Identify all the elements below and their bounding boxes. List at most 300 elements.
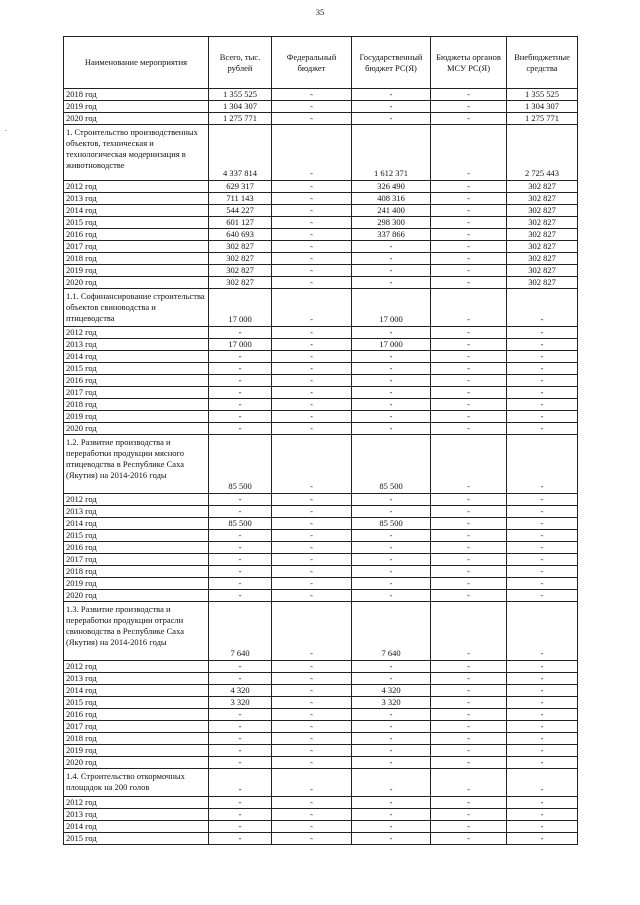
row-total: 3 320	[209, 697, 272, 709]
row-municipal: -	[431, 661, 507, 673]
row-total: 544 227	[209, 205, 272, 217]
row-state: -	[352, 578, 431, 590]
row-extrabudgetary: 302 827	[507, 241, 578, 253]
year-row	[64, 423, 578, 435]
row-extrabudgetary: -	[507, 757, 578, 769]
row-extrabudgetary: 1 275 771	[507, 113, 578, 125]
header-state-budget: Государственный бюджет РС(Я)	[352, 37, 431, 89]
row-municipal: -	[431, 241, 507, 253]
year-row	[64, 709, 578, 721]
header-municipal-budget: Бюджеты органов МСУ РС(Я)	[431, 37, 507, 89]
row-total: 302 827	[209, 265, 272, 277]
row-federal: -	[272, 530, 352, 542]
row-total: -	[209, 673, 272, 685]
row-total: -	[209, 351, 272, 363]
row-municipal: -	[431, 769, 507, 797]
row-extrabudgetary: -	[507, 733, 578, 745]
row-state: 85 500	[352, 435, 431, 494]
row-state: -	[352, 351, 431, 363]
row-extrabudgetary: -	[507, 685, 578, 697]
row-municipal: -	[431, 411, 507, 423]
row-state: -	[352, 277, 431, 289]
row-name: 2016 год	[64, 229, 209, 241]
section-row	[64, 289, 578, 327]
row-name: 2016 год	[64, 709, 209, 721]
row-state: -	[352, 673, 431, 685]
row-federal: -	[272, 181, 352, 193]
row-state: -	[352, 542, 431, 554]
year-row	[64, 506, 578, 518]
row-extrabudgetary: -	[507, 697, 578, 709]
row-extrabudgetary: -	[507, 375, 578, 387]
year-row	[64, 733, 578, 745]
row-state: -	[352, 821, 431, 833]
row-federal: -	[272, 833, 352, 845]
row-state: -	[352, 101, 431, 113]
row-federal: -	[272, 399, 352, 411]
row-name: 2019 год	[64, 101, 209, 113]
row-total: -	[209, 590, 272, 602]
row-extrabudgetary: -	[507, 797, 578, 809]
row-municipal: -	[431, 113, 507, 125]
row-extrabudgetary: 2 725 443	[507, 125, 578, 181]
row-name: 2012 год	[64, 181, 209, 193]
year-row	[64, 554, 578, 566]
table-header-row	[64, 37, 578, 89]
row-name: 1.2. Развитие производства и переработки продукции мясного птицеводства в Республике Саха (Якутия) на 2014-2016 годы	[64, 435, 209, 494]
row-municipal: -	[431, 193, 507, 205]
row-name: 1. Строительство производственных объектов, техническая и технологическая модернизация в животноводстве	[64, 125, 209, 181]
row-state: -	[352, 327, 431, 339]
row-municipal: -	[431, 375, 507, 387]
row-state: -	[352, 590, 431, 602]
row-municipal: -	[431, 327, 507, 339]
row-extrabudgetary: -	[507, 387, 578, 399]
year-row	[64, 265, 578, 277]
row-extrabudgetary: -	[507, 821, 578, 833]
row-name: 2013 год	[64, 673, 209, 685]
row-total: -	[209, 709, 272, 721]
row-total: 7 640	[209, 602, 272, 661]
row-total: 17 000	[209, 339, 272, 351]
row-state: -	[352, 423, 431, 435]
row-extrabudgetary: -	[507, 506, 578, 518]
row-total: -	[209, 578, 272, 590]
row-federal: -	[272, 375, 352, 387]
year-row	[64, 101, 578, 113]
row-name: 2015 год	[64, 363, 209, 375]
year-row	[64, 809, 578, 821]
row-total: -	[209, 721, 272, 733]
row-total: -	[209, 566, 272, 578]
row-federal: -	[272, 769, 352, 797]
row-extrabudgetary: 302 827	[507, 277, 578, 289]
row-total: -	[209, 506, 272, 518]
row-extrabudgetary: 302 827	[507, 229, 578, 241]
row-municipal: -	[431, 506, 507, 518]
row-name: 2017 год	[64, 554, 209, 566]
row-municipal: -	[431, 518, 507, 530]
row-total: -	[209, 387, 272, 399]
row-federal: -	[272, 387, 352, 399]
year-row	[64, 518, 578, 530]
row-extrabudgetary: 1 304 307	[507, 101, 578, 113]
row-total: -	[209, 327, 272, 339]
row-extrabudgetary: 302 827	[507, 265, 578, 277]
row-state: -	[352, 411, 431, 423]
year-row	[64, 566, 578, 578]
row-federal: -	[272, 809, 352, 821]
row-federal: -	[272, 602, 352, 661]
row-extrabudgetary: -	[507, 435, 578, 494]
year-row	[64, 542, 578, 554]
row-name: 2019 год	[64, 578, 209, 590]
row-federal: -	[272, 351, 352, 363]
row-name: 2013 год	[64, 809, 209, 821]
row-name: 2015 год	[64, 217, 209, 229]
row-state: -	[352, 833, 431, 845]
row-federal: -	[272, 745, 352, 757]
row-extrabudgetary: 302 827	[507, 181, 578, 193]
year-row	[64, 375, 578, 387]
row-state: -	[352, 375, 431, 387]
row-name: 2018 год	[64, 89, 209, 101]
row-state: -	[352, 757, 431, 769]
row-state: -	[352, 89, 431, 101]
row-municipal: -	[431, 566, 507, 578]
year-row	[64, 89, 578, 101]
row-extrabudgetary: -	[507, 363, 578, 375]
row-extrabudgetary: -	[507, 542, 578, 554]
row-federal: -	[272, 661, 352, 673]
row-extrabudgetary: -	[507, 809, 578, 821]
row-total: -	[209, 769, 272, 797]
row-federal: -	[272, 821, 352, 833]
row-name: 2013 год	[64, 193, 209, 205]
section-row	[64, 125, 578, 181]
row-name: 2018 год	[64, 253, 209, 265]
row-state: -	[352, 387, 431, 399]
year-row	[64, 833, 578, 845]
row-total: 601 127	[209, 217, 272, 229]
row-state: -	[352, 113, 431, 125]
row-state: 337 866	[352, 229, 431, 241]
row-municipal: -	[431, 833, 507, 845]
margin-mark: .	[5, 124, 7, 133]
row-name: 2015 год	[64, 833, 209, 845]
row-name: 2015 год	[64, 697, 209, 709]
row-name: 2018 год	[64, 399, 209, 411]
row-federal: -	[272, 101, 352, 113]
row-municipal: -	[431, 733, 507, 745]
row-federal: -	[272, 733, 352, 745]
row-name: 2013 год	[64, 506, 209, 518]
row-name: 1.4. Строительство откормочных площадок на 200 голов	[64, 769, 209, 797]
row-federal: -	[272, 435, 352, 494]
row-name: 2012 год	[64, 494, 209, 506]
row-total: 302 827	[209, 241, 272, 253]
row-state: -	[352, 733, 431, 745]
row-state: -	[352, 661, 431, 673]
row-municipal: -	[431, 721, 507, 733]
year-row	[64, 697, 578, 709]
row-federal: -	[272, 673, 352, 685]
row-federal: -	[272, 411, 352, 423]
row-extrabudgetary: -	[507, 721, 578, 733]
year-row	[64, 205, 578, 217]
year-row	[64, 351, 578, 363]
section-row	[64, 769, 578, 797]
row-name: 2020 год	[64, 423, 209, 435]
row-federal: -	[272, 241, 352, 253]
row-name: 2019 год	[64, 411, 209, 423]
row-extrabudgetary: 302 827	[507, 217, 578, 229]
row-state: 17 000	[352, 339, 431, 351]
row-name: 2020 год	[64, 277, 209, 289]
row-name: 1.1. Софинансирование строительства объектов свиноводства и птицеводства	[64, 289, 209, 327]
row-total: 640 693	[209, 229, 272, 241]
row-federal: -	[272, 566, 352, 578]
row-total: 17 000	[209, 289, 272, 327]
year-row	[64, 363, 578, 375]
row-name: 2018 год	[64, 733, 209, 745]
year-row	[64, 797, 578, 809]
row-total: 4 337 814	[209, 125, 272, 181]
row-extrabudgetary: 302 827	[507, 205, 578, 217]
row-state: 4 320	[352, 685, 431, 697]
row-state: -	[352, 721, 431, 733]
row-extrabudgetary: -	[507, 518, 578, 530]
row-federal: -	[272, 229, 352, 241]
row-extrabudgetary: -	[507, 769, 578, 797]
row-name: 2012 год	[64, 327, 209, 339]
year-row	[64, 673, 578, 685]
row-total: -	[209, 530, 272, 542]
row-total: -	[209, 554, 272, 566]
row-federal: -	[272, 327, 352, 339]
row-municipal: -	[431, 530, 507, 542]
row-extrabudgetary: -	[507, 351, 578, 363]
year-row	[64, 590, 578, 602]
row-federal: -	[272, 506, 352, 518]
year-row	[64, 494, 578, 506]
row-federal: -	[272, 193, 352, 205]
row-total: -	[209, 399, 272, 411]
row-total: -	[209, 411, 272, 423]
row-name: 2015 год	[64, 530, 209, 542]
row-state: -	[352, 265, 431, 277]
year-row	[64, 229, 578, 241]
row-municipal: -	[431, 363, 507, 375]
row-state: -	[352, 506, 431, 518]
row-federal: -	[272, 289, 352, 327]
year-row	[64, 253, 578, 265]
year-row	[64, 181, 578, 193]
row-total: -	[209, 661, 272, 673]
row-name: 2018 год	[64, 566, 209, 578]
section-row	[64, 435, 578, 494]
row-state: -	[352, 253, 431, 265]
year-row	[64, 193, 578, 205]
row-state: -	[352, 566, 431, 578]
row-total: -	[209, 375, 272, 387]
row-extrabudgetary: -	[507, 494, 578, 506]
row-total: 85 500	[209, 435, 272, 494]
row-total: -	[209, 363, 272, 375]
year-row	[64, 578, 578, 590]
header-extrabudgetary: Внебюджетные средства	[507, 37, 578, 89]
row-state: -	[352, 363, 431, 375]
row-municipal: -	[431, 253, 507, 265]
row-federal: -	[272, 423, 352, 435]
row-extrabudgetary: -	[507, 289, 578, 327]
row-federal: -	[272, 697, 352, 709]
row-federal: -	[272, 217, 352, 229]
row-municipal: -	[431, 229, 507, 241]
row-federal: -	[272, 205, 352, 217]
row-federal: -	[272, 554, 352, 566]
row-name: 2017 год	[64, 721, 209, 733]
year-row	[64, 721, 578, 733]
row-federal: -	[272, 542, 352, 554]
row-extrabudgetary: -	[507, 423, 578, 435]
row-municipal: -	[431, 542, 507, 554]
row-federal: -	[272, 277, 352, 289]
row-total: -	[209, 542, 272, 554]
page-number: 35	[315, 7, 325, 17]
row-extrabudgetary: -	[507, 673, 578, 685]
row-total: -	[209, 733, 272, 745]
row-state: 298 300	[352, 217, 431, 229]
row-total: -	[209, 821, 272, 833]
row-extrabudgetary: -	[507, 833, 578, 845]
row-municipal: -	[431, 809, 507, 821]
row-state: 17 000	[352, 289, 431, 327]
year-row	[64, 757, 578, 769]
row-federal: -	[272, 125, 352, 181]
row-extrabudgetary: 302 827	[507, 193, 578, 205]
row-municipal: -	[431, 351, 507, 363]
row-state: -	[352, 709, 431, 721]
row-extrabudgetary: -	[507, 602, 578, 661]
section-row	[64, 602, 578, 661]
row-name: 2012 год	[64, 661, 209, 673]
row-name: 2013 год	[64, 339, 209, 351]
row-municipal: -	[431, 685, 507, 697]
row-name: 2014 год	[64, 351, 209, 363]
row-extrabudgetary: -	[507, 578, 578, 590]
row-municipal: -	[431, 399, 507, 411]
row-extrabudgetary: -	[507, 709, 578, 721]
row-federal: -	[272, 757, 352, 769]
row-total: -	[209, 797, 272, 809]
row-name: 2014 год	[64, 685, 209, 697]
row-federal: -	[272, 339, 352, 351]
row-name: 2016 год	[64, 542, 209, 554]
row-municipal: -	[431, 821, 507, 833]
row-total: 1 304 307	[209, 101, 272, 113]
row-extrabudgetary: -	[507, 590, 578, 602]
row-municipal: -	[431, 265, 507, 277]
row-municipal: -	[431, 578, 507, 590]
header-total: Всего, тыс. рублей	[209, 37, 272, 89]
row-municipal: -	[431, 387, 507, 399]
year-row	[64, 387, 578, 399]
row-municipal: -	[431, 89, 507, 101]
row-state: 326 490	[352, 181, 431, 193]
row-name: 2017 год	[64, 387, 209, 399]
year-row	[64, 399, 578, 411]
row-federal: -	[272, 253, 352, 265]
row-extrabudgetary: -	[507, 661, 578, 673]
row-municipal: -	[431, 205, 507, 217]
row-extrabudgetary: 1 355 525	[507, 89, 578, 101]
row-federal: -	[272, 797, 352, 809]
row-state: -	[352, 769, 431, 797]
row-state: 7 640	[352, 602, 431, 661]
row-municipal: -	[431, 797, 507, 809]
row-federal: -	[272, 89, 352, 101]
row-municipal: -	[431, 125, 507, 181]
year-row	[64, 113, 578, 125]
row-state: -	[352, 241, 431, 253]
row-total: 4 320	[209, 685, 272, 697]
row-municipal: -	[431, 745, 507, 757]
row-state: 408 316	[352, 193, 431, 205]
row-municipal: -	[431, 217, 507, 229]
row-municipal: -	[431, 423, 507, 435]
row-name: 2014 год	[64, 821, 209, 833]
year-row	[64, 327, 578, 339]
header-federal-budget: Федеральный бюджет	[272, 37, 352, 89]
row-federal: -	[272, 709, 352, 721]
row-federal: -	[272, 578, 352, 590]
row-municipal: -	[431, 289, 507, 327]
row-municipal: -	[431, 101, 507, 113]
row-total: 1 355 525	[209, 89, 272, 101]
row-state: -	[352, 745, 431, 757]
row-state: -	[352, 494, 431, 506]
row-municipal: -	[431, 435, 507, 494]
row-federal: -	[272, 518, 352, 530]
row-federal: -	[272, 721, 352, 733]
row-state: -	[352, 530, 431, 542]
row-name: 2016 год	[64, 375, 209, 387]
row-name: 2020 год	[64, 590, 209, 602]
year-row	[64, 685, 578, 697]
row-name: 2017 год	[64, 241, 209, 253]
year-row	[64, 411, 578, 423]
row-municipal: -	[431, 590, 507, 602]
row-state: -	[352, 399, 431, 411]
row-total: 302 827	[209, 277, 272, 289]
table-body	[64, 89, 578, 845]
row-name: 2012 год	[64, 797, 209, 809]
row-municipal: -	[431, 757, 507, 769]
row-extrabudgetary: -	[507, 411, 578, 423]
year-row	[64, 217, 578, 229]
row-extrabudgetary: -	[507, 530, 578, 542]
row-state: 3 320	[352, 697, 431, 709]
row-federal: -	[272, 685, 352, 697]
row-total: -	[209, 809, 272, 821]
row-state: -	[352, 809, 431, 821]
row-municipal: -	[431, 181, 507, 193]
row-extrabudgetary: -	[507, 399, 578, 411]
row-name: 2014 год	[64, 518, 209, 530]
row-extrabudgetary: -	[507, 339, 578, 351]
year-row	[64, 821, 578, 833]
